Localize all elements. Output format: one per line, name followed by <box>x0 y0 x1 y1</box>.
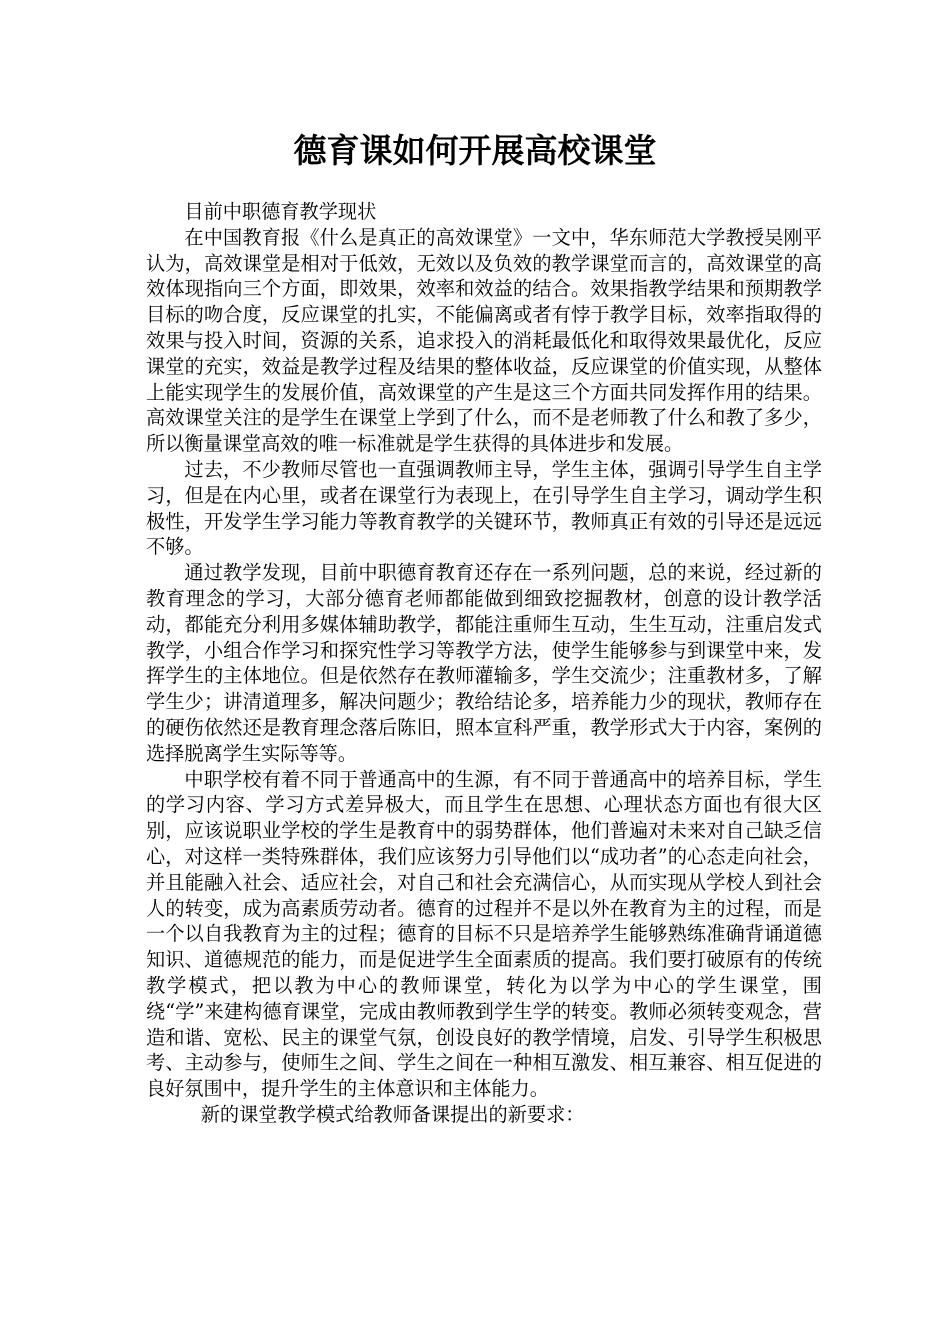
document-title: 德育课如何开展高校课堂 <box>293 131 657 170</box>
body-paragraph: 中职学校有着不同于普通高中的生源，有不同于普通高中的培养目标，学生的学习内容、学习方式差异极大，而且学生在思想、心理状态方面也有很大区别，应该说职业学校的学生是教育中的弱势群体，他们普遍对未来对自己缺乏信心，对这样一类特殊群体，我们应该努力引导他们以“成功者”的心态走向社会，并且能融入社会、适应社会，对自己和社会充满信心，从而实现从学校人到社会人的转变，成为高素质劳动者。德育的过程并不是以外在教育为主的过程，而是一个以自我教育为主的过程；德育的目标不只是培养学生能够熟练准确背诵道德知识、道德规范的能力，而是促进学生全面素质的提高。我们要打破原有的传统教学模式，把以教为中心的教师课堂，转化为以学为中心的学生课堂，围绕“学”来建构德育课堂，完成由教师教到学生学的转变。教师必须转变观念，营造和谐、宽松、民主的课堂气氛，创设良好的教学情境，启发、引导学生积极思考、主动参与，使师生之间、学生之间在一种相互激发、相互兼容、相互促进的良好氛围中，提升学生的主体意识和主体能力。 <box>146 767 822 1101</box>
body-paragraph: 过去，不少教师尽管也一直强调教师主导，学生主体，强调引导学生自主学习，但是在内心里，或者在课堂行为表现上，在引导学生自主学习，调动学生积极性，开发学生学习能力等教育教学的关键环节，教师真正有效的引导还是远远不够。 <box>146 457 822 559</box>
body-paragraph: 新的课堂教学模式给教师备课提出的新要求： <box>200 1102 585 1126</box>
document-body <box>146 199 822 1128</box>
body-paragraph: 通过教学发现，目前中职德育教育还存在一系列问题，总的来说，经过新的教育理念的学习，大部分德育老师都能做到细致挖掘教材，创意的设计教学活动，都能充分利用多媒体辅助教学，都能注重师生互动，生生互动，注重启发式教学，小组合作学习和探究性学习等教学方法，使学生能够参与到课堂中来，发挥学生的主体地位。但是依然存在教师灌输多，学生交流少；注重教材多，了解学生少；讲清道理多，解决问题少；教给结论多，培养能力少的现状，教师存在的硬伤依然还是教育理念落后陈旧，照本宣科严重，教学形式大于内容，案例的选择脱离学生实际等等。 <box>146 561 822 765</box>
section-heading: 目前中职德育教学现状 <box>184 200 377 223</box>
body-paragraph: 在中国教育报《什么是真正的高效课堂》一文中，华东师范大学教授吴刚平认为，高效课堂是相对于低效，无效以及负效的教学课堂而言的，高效课堂的高效体现指向三个方面，即效果，效率和效益的结合。效果指教学结果和预期教学目标的吻合度，反应课堂的扎实，不能偏离或者有悖于教学目标，效率指取得的效果与投入时间，资源的关系，追求投入的消耗最低化和取得效果最优化，反应课堂的充实，效益是教学过程及结果的整体收益，反应课堂的价值实现，从整体上能实现学生的发展价值，高效课堂的产生是这三个方面共同发挥作用的结果。高效课堂关注的是学生在课堂上学到了什么，而不是老师教了什么和教了多少，所以衡量课堂高效的唯一标准就是学生获得的具体进步和发展。 <box>146 225 822 456</box>
